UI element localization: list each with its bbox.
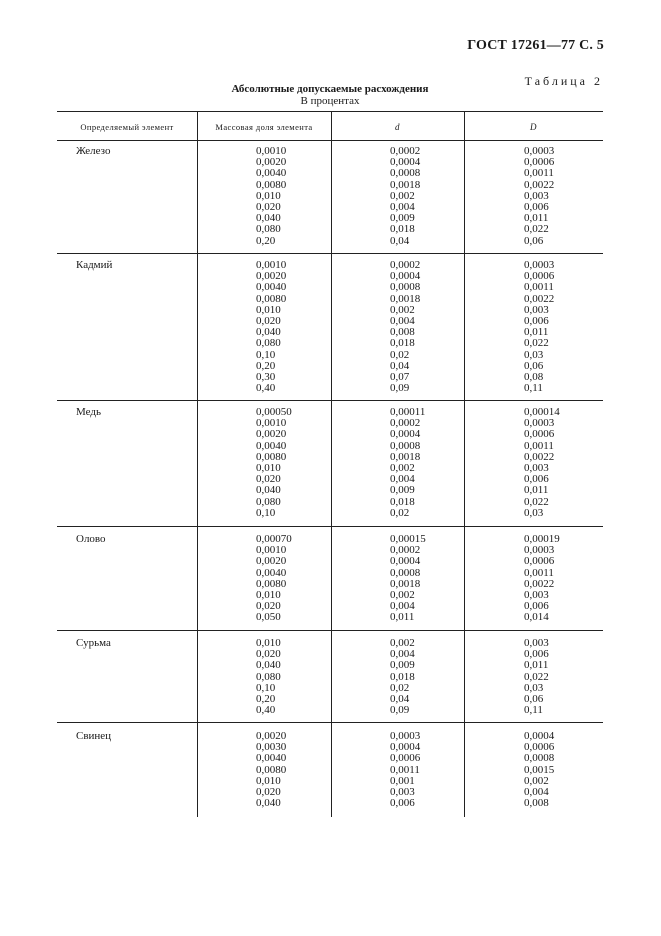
table-cell: 0,080 (256, 223, 281, 236)
table-cell: 0,022 (524, 495, 549, 508)
table-cell: 0,0004 (390, 428, 421, 441)
table-cell: 0,003 (524, 637, 549, 649)
table-cell: 0,020 (256, 786, 281, 799)
element-name: Кадмий (76, 259, 113, 271)
table-cell: 0,020 (256, 315, 281, 328)
column-header-mass-fraction: Массовая доля элемента (215, 122, 313, 132)
table-cell: 0,014 (524, 611, 549, 624)
table-cell: 0,002 (390, 637, 415, 649)
table-cell: 0,040 (256, 797, 281, 810)
table-cell: 0,004 (390, 473, 415, 486)
table-cell: 0,08 (524, 371, 544, 384)
table-cell: 0,40 (256, 704, 276, 717)
table-cell: 0,0030 (256, 741, 287, 754)
table-cell: 0,010 (256, 462, 281, 475)
table-cell: 0,006 (390, 797, 415, 810)
table-cell: 0,20 (256, 234, 276, 247)
table-cell: 0,0010 (256, 417, 287, 430)
table-cell: 0,0006 (390, 752, 421, 765)
D-values (524, 638, 549, 716)
table-cell: 0,0003 (524, 417, 555, 430)
table-cell: 0,0018 (390, 292, 421, 305)
d-values (390, 534, 426, 624)
column-divider-2 (331, 111, 332, 817)
table-cell: 0,00015 (390, 533, 426, 545)
table-cell: 0,001 (390, 774, 415, 787)
table-cell: 0,10 (256, 681, 276, 694)
table-cell: 0,0022 (524, 577, 555, 590)
table-cell: 0,0022 (524, 178, 555, 191)
table-cell: 0,02 (390, 506, 410, 519)
table-cell: 0,004 (390, 600, 415, 613)
table-cell: 0,002 (390, 189, 415, 202)
column-header-D: D (530, 122, 537, 132)
table-cell: 0,022 (524, 223, 549, 236)
table-cell: 0,02 (390, 348, 410, 361)
table-cell: 0,04 (390, 234, 410, 247)
table-cell: 0,0006 (524, 555, 555, 568)
table-cell: 0,0018 (390, 178, 421, 191)
table-label: Таблица 2 (524, 74, 603, 88)
table-cell: 0,050 (256, 611, 281, 624)
table-cell: 0,0022 (524, 292, 555, 305)
table-cell: 0,10 (256, 348, 276, 361)
table-top-border (57, 111, 603, 112)
table-cell: 0,03 (524, 506, 544, 519)
table-cell: 0,40 (256, 382, 276, 395)
table-cell: 0,022 (524, 337, 549, 350)
table-cell: 0,004 (390, 201, 415, 214)
element-name: Олово (76, 533, 106, 545)
table-cell: 0,011 (524, 212, 549, 225)
table-cell: 0,002 (390, 462, 415, 475)
table-cell: 0,006 (524, 473, 549, 486)
table-cell: 0,0004 (524, 730, 555, 742)
element-name: Сурьма (76, 637, 111, 649)
table-cell: 0,11 (524, 704, 543, 717)
table-cell: 0,009 (390, 212, 415, 225)
table-cell: 0,004 (524, 786, 549, 799)
mass-fraction-values (256, 731, 286, 809)
table-cell: 0,0010 (256, 145, 287, 157)
table-cell: 0,0020 (256, 270, 287, 283)
table-cell: 0,040 (256, 484, 281, 497)
table-cell: 0,0008 (390, 167, 421, 180)
d-values (390, 638, 415, 716)
table-cell: 0,09 (390, 704, 410, 717)
table-cell: 0,0006 (524, 428, 555, 441)
table-cell: 0,00014 (524, 406, 560, 418)
table-subtitle: В процентах (300, 95, 360, 107)
table-cell: 0,0018 (390, 450, 421, 463)
group-separator (57, 400, 603, 401)
table-cell: 0,30 (256, 371, 276, 384)
table-cell: 0,010 (256, 189, 281, 202)
table-cell: 0,009 (390, 484, 415, 497)
d-values (390, 731, 420, 809)
table-cell: 0,022 (524, 670, 549, 683)
table-cell: 0,0080 (256, 763, 287, 776)
table-cell: 0,0040 (256, 167, 287, 180)
table-cell: 0,0011 (524, 566, 554, 579)
table-cell: 0,06 (524, 359, 544, 372)
table-cell: 0,020 (256, 648, 281, 661)
table-header-border (57, 140, 603, 141)
table-cell: 0,040 (256, 212, 281, 225)
table-cell: 0,020 (256, 473, 281, 486)
table-cell: 0,010 (256, 637, 281, 649)
table-cell: 0,004 (390, 315, 415, 328)
table-cell: 0,07 (390, 371, 410, 384)
table-cell: 0,0015 (524, 763, 555, 776)
table-cell: 0,0006 (524, 270, 555, 283)
table-cell: 0,0011 (524, 281, 554, 294)
table-cell: 0,002 (390, 589, 415, 602)
table-cell: 0,11 (524, 382, 543, 395)
table-cell: 0,006 (524, 201, 549, 214)
table-cell: 0,02 (390, 681, 410, 694)
table-cell: 0,018 (390, 223, 415, 236)
table-cell: 0,006 (524, 648, 549, 661)
table-cell: 0,0004 (390, 741, 421, 754)
column-divider-1 (197, 111, 198, 817)
page-header: ГОСТ 17261—77 С. 5 (467, 38, 604, 53)
table-cell: 0,0004 (390, 156, 421, 169)
table-cell: 0,0008 (524, 752, 555, 765)
table-cell: 0,040 (256, 326, 281, 339)
table-cell: 0,008 (390, 326, 415, 339)
table-cell: 0,0004 (390, 555, 421, 568)
table-cell: 0,003 (390, 786, 415, 799)
table-cell: 0,080 (256, 670, 281, 683)
table-cell: 0,03 (524, 681, 544, 694)
element-name: Свинец (76, 730, 112, 742)
group-separator (57, 722, 603, 723)
table-cell: 0,0011 (524, 167, 554, 180)
table-cell: 0,010 (256, 774, 281, 787)
element-name: Железо (76, 145, 111, 157)
table-cell: 0,00050 (256, 406, 292, 418)
table-cell: 0,004 (390, 648, 415, 661)
table-cell: 0,0008 (390, 439, 421, 452)
table-cell: 0,0008 (390, 566, 421, 579)
table-cell: 0,0080 (256, 577, 287, 590)
group-separator (57, 630, 603, 631)
D-values (524, 731, 554, 809)
table-cell: 0,00019 (524, 533, 560, 545)
table-cell: 0,03 (524, 348, 544, 361)
group-separator (57, 253, 603, 254)
column-divider-3 (464, 111, 465, 817)
table-cell: 0,0010 (256, 259, 287, 271)
D-values (524, 407, 560, 519)
table-title: Абсолютные допускаемые расхождения (231, 83, 429, 95)
table-cell: 0,010 (256, 303, 281, 316)
table-cell: 0,20 (256, 693, 276, 706)
table-cell: 0,0006 (524, 156, 555, 169)
mass-fraction-values (256, 407, 292, 519)
table-cell: 0,0011 (390, 763, 420, 776)
d-values (390, 407, 425, 519)
table-cell: 0,0006 (524, 741, 555, 754)
D-values (524, 260, 554, 394)
D-values (524, 534, 560, 624)
d-values (390, 146, 420, 247)
table-cell: 0,0010 (256, 544, 287, 557)
table-cell: 0,10 (256, 506, 276, 519)
table-cell: 0,003 (524, 462, 549, 475)
table-cell: 0,0040 (256, 752, 287, 765)
table-cell: 0,0080 (256, 450, 287, 463)
column-header-d: d (395, 122, 400, 132)
element-name: Медь (76, 406, 101, 418)
table-cell: 0,0002 (390, 259, 421, 271)
table-cell: 0,003 (524, 189, 549, 202)
group-separator (57, 526, 603, 527)
table-cell: 0,04 (390, 359, 410, 372)
table-cell: 0,0003 (390, 730, 421, 742)
mass-fraction-values (256, 638, 281, 716)
table-cell: 0,018 (390, 670, 415, 683)
table-cell: 0,020 (256, 201, 281, 214)
table-cell: 0,040 (256, 659, 281, 672)
d-values (390, 260, 420, 394)
table-cell: 0,0002 (390, 544, 421, 557)
mass-fraction-values (256, 534, 292, 624)
table-cell: 0,020 (256, 600, 281, 613)
table-cell: 0,003 (524, 589, 549, 602)
table-cell: 0,0020 (256, 730, 287, 742)
table-cell: 0,0002 (390, 145, 421, 157)
D-values (524, 146, 554, 247)
table-cell: 0,080 (256, 337, 281, 350)
table-cell: 0,018 (390, 337, 415, 350)
table-cell: 0,003 (524, 303, 549, 316)
table-cell: 0,011 (524, 659, 549, 672)
table-cell: 0,0008 (390, 281, 421, 294)
table-cell: 0,0080 (256, 178, 287, 191)
table-cell: 0,0022 (524, 450, 555, 463)
table-title-block (200, 83, 460, 107)
table-cell: 0,0004 (390, 270, 421, 283)
table-cell: 0,009 (390, 659, 415, 672)
table-cell: 0,010 (256, 589, 281, 602)
table-cell: 0,002 (524, 774, 549, 787)
table-cell: 0,018 (390, 495, 415, 508)
table-cell: 0,0011 (524, 439, 554, 452)
mass-fraction-values (256, 146, 286, 247)
table-cell: 0,080 (256, 495, 281, 508)
table-cell: 0,00011 (390, 406, 426, 418)
table-cell: 0,0040 (256, 566, 287, 579)
mass-fraction-values (256, 260, 286, 394)
table-cell: 0,011 (390, 611, 415, 624)
table-cell: 0,06 (524, 234, 544, 247)
table-cell: 0,0040 (256, 439, 287, 452)
table-cell: 0,006 (524, 600, 549, 613)
table-cell: 0,0003 (524, 259, 555, 271)
table-cell: 0,09 (390, 382, 410, 395)
table-cell: 0,0020 (256, 156, 287, 169)
table-cell: 0,011 (524, 484, 549, 497)
table-cell: 0,0080 (256, 292, 287, 305)
table-cell: 0,0018 (390, 577, 421, 590)
table-cell: 0,00070 (256, 533, 292, 545)
table-cell: 0,06 (524, 693, 544, 706)
table-cell: 0,04 (390, 693, 410, 706)
column-header-element: Определяемый элемент (80, 122, 174, 132)
table-cell: 0,20 (256, 359, 276, 372)
table-cell: 0,006 (524, 315, 549, 328)
table-cell: 0,011 (524, 326, 549, 339)
table-cell: 0,0040 (256, 281, 287, 294)
table-cell: 0,0003 (524, 544, 555, 557)
table-cell: 0,002 (390, 303, 415, 316)
table-cell: 0,0020 (256, 555, 287, 568)
table-cell: 0,0002 (390, 417, 421, 430)
table-cell: 0,008 (524, 797, 549, 810)
table-cell: 0,0003 (524, 145, 555, 157)
table-cell: 0,0020 (256, 428, 287, 441)
